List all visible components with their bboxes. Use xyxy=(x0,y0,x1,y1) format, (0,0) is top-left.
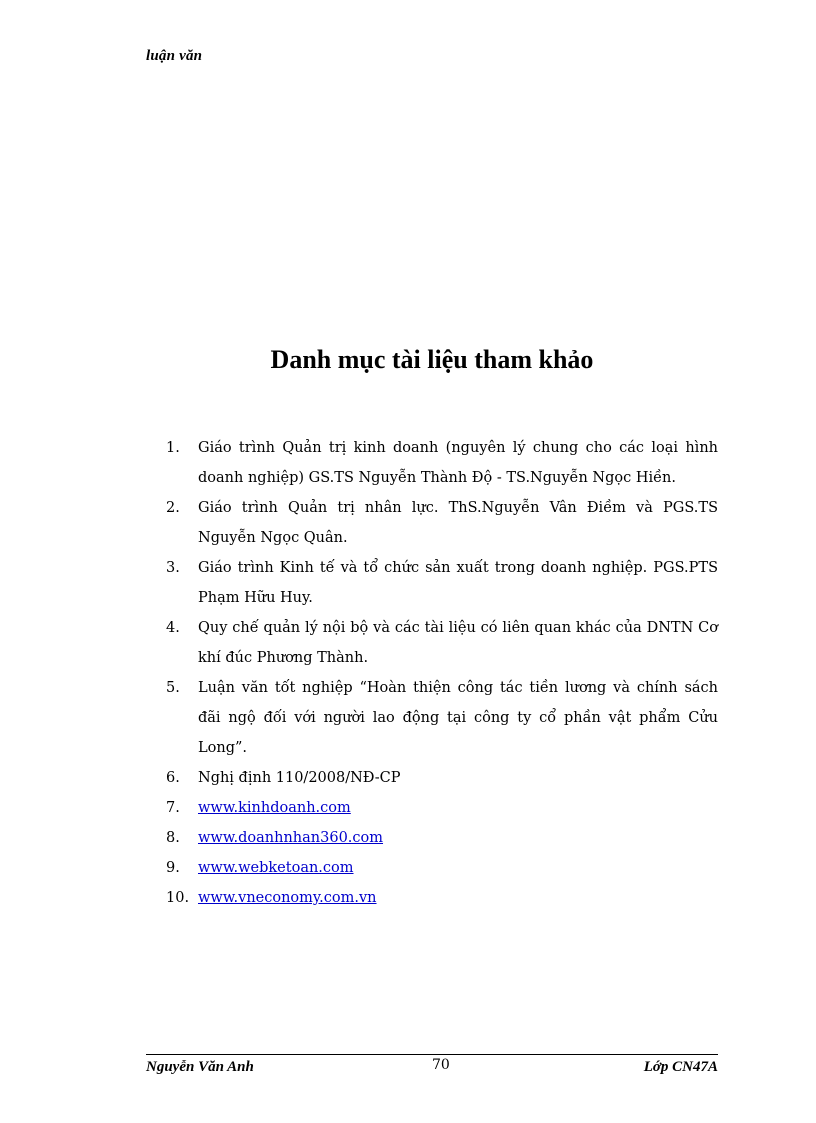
footer-page-number: 70 xyxy=(432,1057,450,1073)
reference-text: Giáo trình Quản trị kinh doanh (nguyên lý chung cho các loại hình doanh nghiệp) GS.TS Nguyễn Thành Độ - TS.Nguyễn Ngọc Hiền. xyxy=(198,440,718,486)
reference-number: 5. xyxy=(166,680,180,696)
reference-text: Giáo trình Kinh tế và tổ chức sản xuất trong doanh nghiệp. PGS.PTS Phạm Hữu Huy. xyxy=(198,560,718,606)
reference-number: 1. xyxy=(166,440,180,456)
reference-number: 7. xyxy=(166,800,180,816)
reference-link[interactable]: www.vneconomy.com.vn xyxy=(198,890,377,906)
reference-text: Luận văn tốt nghiệp “Hoàn thiện công tác tiền lương và chính sách đãi ngộ đối với người lao động tại công ty cổ phần vật phẩm Cửu Long”. xyxy=(198,680,718,756)
reference-item-5 xyxy=(166,673,718,763)
reference-number: 2. xyxy=(166,500,180,516)
reference-item-8 xyxy=(166,823,718,853)
reference-item-6 xyxy=(166,763,718,793)
reference-list xyxy=(166,433,718,913)
reference-number: 9. xyxy=(166,860,180,876)
reference-text: Quy chế quản lý nội bộ và các tài liệu có liên quan khác của DNTN Cơ khí đúc Phương Thành. xyxy=(198,620,718,666)
reference-item-7 xyxy=(166,793,718,823)
reference-number: 10. xyxy=(166,890,190,906)
reference-item-3 xyxy=(166,553,718,613)
reference-text: Nghị định 110/2008/NĐ-CP xyxy=(198,770,401,786)
footer-class: Lớp CN47A xyxy=(643,1059,718,1075)
reference-item-9 xyxy=(166,853,718,883)
reference-link[interactable]: www.kinhdoanh.com xyxy=(198,800,351,816)
page-title: Danh mục tài liệu tham khảo xyxy=(270,345,594,374)
reference-item-1 xyxy=(166,433,718,493)
reference-item-2 xyxy=(166,493,718,553)
footer-divider xyxy=(146,1054,718,1055)
reference-number: 4. xyxy=(166,620,180,636)
reference-number: 8. xyxy=(166,830,180,846)
footer-author: Nguyễn Văn Anh xyxy=(146,1059,254,1075)
reference-number: 3. xyxy=(166,560,180,576)
page-header-text: luận văn xyxy=(146,48,203,64)
reference-link[interactable]: www.doanhnhan360.com xyxy=(198,830,384,846)
reference-link[interactable]: www.webketoan.com xyxy=(198,860,354,876)
reference-text: Giáo trình Quản trị nhân lực. ThS.Nguyễn Vân Điềm và PGS.TS Nguyễn Ngọc Quân. xyxy=(198,500,718,546)
reference-number: 6. xyxy=(166,770,180,786)
reference-item-10 xyxy=(166,883,718,913)
reference-item-4 xyxy=(166,613,718,673)
